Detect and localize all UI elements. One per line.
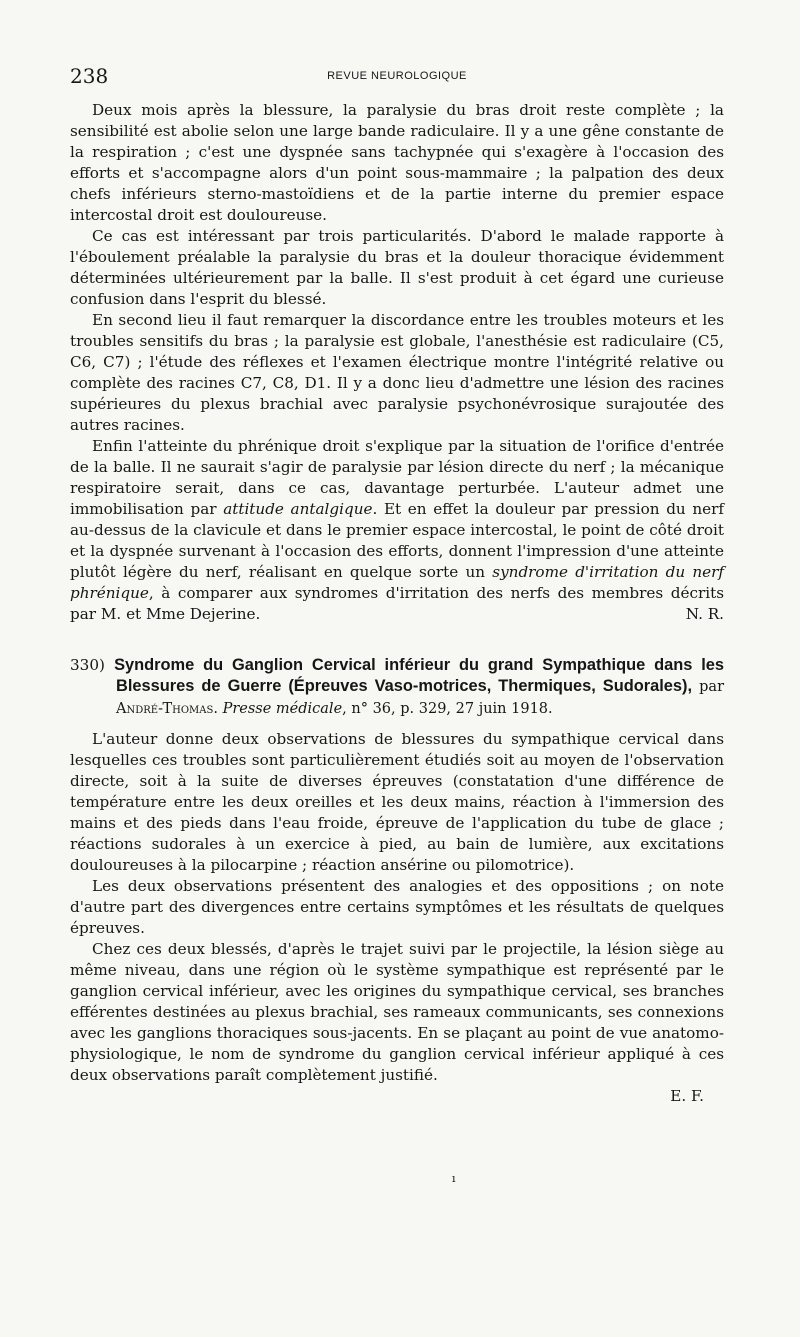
page-number: 238 xyxy=(70,64,109,88)
article-title: Syndrome du Ganglion Cervical inférieur du grand Sympathique dans les Blessures de Guerre (Épreuves Vaso-motrices, Thermiques, Sudorales), xyxy=(114,656,725,695)
entry-number: 330) xyxy=(70,656,105,674)
paragraph-text: . Et en effet la douleur par pression du nerf au-dessus de la clavicule et dans le premier espace intercostal, le point de côté droit et la dyspnée survenant à l'occasion des efforts, donnent l'impression d'une atteinte plutôt légère du nerf, réalisant en quelque sorte un xyxy=(70,500,724,581)
emphasis: syndrome d'irritation du nerf phrénique xyxy=(70,563,725,602)
review-signature: E. F. xyxy=(670,1087,704,1105)
page-header xyxy=(70,64,724,94)
paragraph: Les deux observations présentent des analogies et des oppositions ; on note d'autre part des divergences entre certains symptômes et les résultats de quelques épreuves. xyxy=(70,877,724,937)
byline-separator: . xyxy=(213,701,223,717)
byline-by: par xyxy=(692,679,724,695)
paragraph: Deux mois après la blessure, la paralysie du bras droit reste complète ; la sensibilité est abolie selon une large bande radiculaire. Il y a une gêne constante de la respiration ; c'est une dyspnée sans tachypnée qui s'exagère à l'occasion des efforts et s'accompagne alors d'un point sous-mammaire ; la palpation des deux chefs inférieurs sterno-mastoïdiens et de la partie interne du premier espace intercostal droit est douloureuse. xyxy=(70,101,724,224)
citation: , n° 36, p. 329, 27 juin 1918. xyxy=(342,701,553,717)
paragraph-text: , à comparer aux syndromes d'irritation des nerfs des membres décrits par M. et Mme Dejerine. xyxy=(70,584,724,623)
page-mark: ı xyxy=(452,1172,456,1185)
article-heading xyxy=(70,655,724,720)
paragraph: Ce cas est intéressant par trois particularités. D'abord le malade rapporte à l'éboulement préalable la paralysie du bras et la douleur thoracique évidemment déterminées ultérieurement par la balle. Il s'est produit à cet égard une curieuse confusion dans l'esprit du blessé. xyxy=(70,227,724,308)
running-title: REVUE NEUROLOGIQUE xyxy=(327,70,467,82)
paragraph: Chez ces deux blessés, d'après le trajet suivi par le projectile, la lésion siège au même niveau, dans une région où le système sympathique est représenté par le ganglion cervical inférieur, avec les origines du sympathique cervical, ses branches efférentes destinées au plexus brachial, ses rameaux communicants, ses connexions avec les ganglions thoraciques sous-jacents. En se plaçant au point de vue anatomo-physiologique, le nom de syndrome du ganglion cervical inférieur appliqué à ces deux observations paraît complètement justifié. xyxy=(70,940,724,1084)
body-text xyxy=(70,100,724,1107)
journal-name: Presse médicale xyxy=(222,701,343,717)
review-signature: N. R. xyxy=(685,605,724,623)
emphasis: attitude antalgique xyxy=(223,500,373,518)
paragraph: En second lieu il faut remarquer la discordance entre les troubles moteurs et les troubles sensitifs du bras ; la paralysie est globale, l'anesthésie est radiculaire (C5, C6, C7) ; l'étude des réflexes et l'examen électrique montre l'intégrité relative ou complète des racines C7, C8, D1. Il y a donc lieu d'admettre une lésion des racines supérieures du plexus brachial avec paralysie psychonévrosique surajoutée des autres racines. xyxy=(70,311,724,434)
author-name: André-Thomas xyxy=(116,701,214,717)
paragraph-text: Enfin l'atteinte du phrénique droit s'explique par la situation de l'orifice d'entrée de la balle. Il ne saurait s'agir de paralysie par lésion directe du nerf ; la mécanique respiratoire serait, dans ce cas, davantage perturbée. L'auteur admet une immobilisation par xyxy=(70,437,724,518)
paragraph: L'auteur donne deux observations de blessures du sympathique cervical dans lesquelles ces troubles sont particulièrement étudiés soit au moyen de l'observation directe, soit à la suite de diverses épreuves (constatation d'une différence de température entre les deux oreilles et les deux mains, réaction à l'immersion des mains et des pieds dans l'eau froide, épreuve de l'application du tube de glace ; réactions sudorales à un exercice à pied, au bain de lumière, aux excitations douloureuses à la pilocarpine ; réaction ansérine ou pilomotrice). xyxy=(70,730,724,874)
paragraph xyxy=(70,436,724,625)
